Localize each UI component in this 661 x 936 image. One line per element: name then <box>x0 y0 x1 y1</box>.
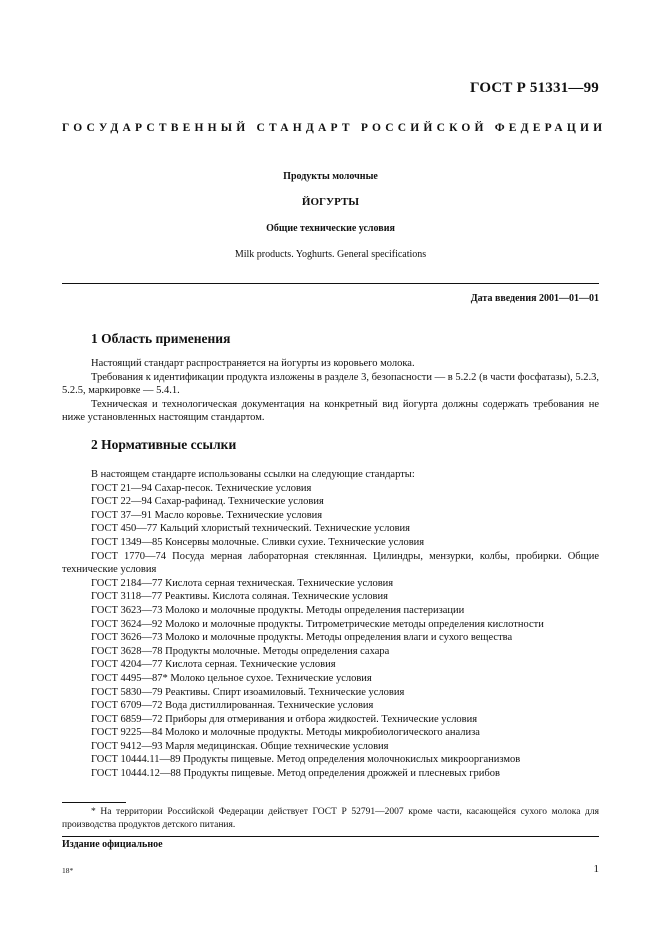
footnote-text: * На территории Российской Федерации действует ГОСТ Р 52791—2007 кроме части, касающейся сухого молока для производства продуктов детского питания. <box>62 807 599 830</box>
reference-item: ГОСТ 3626—73 Молоко и молочные продукты. Методы определения влаги и сухого вещества <box>91 632 513 644</box>
section-1-paragraph: Техническая и технологическая документация на конкретный вид йогурта должны содержать требования не ниже установленных настоящим стандартом. <box>62 398 599 423</box>
footnote-divider <box>62 802 126 803</box>
reference-item: ГОСТ 21—94 Сахар-песок. Технические условия <box>91 482 312 494</box>
page-number: 1 <box>593 863 599 875</box>
edition-label: Издание официальное <box>62 839 163 850</box>
standard-code: ГОСТ Р 51331—99 <box>469 80 599 96</box>
title-line-2: ЙОГУРТЫ <box>301 196 360 208</box>
reference-item: ГОСТ 2184—77 Кислота серная техническая. Технические условия <box>91 577 394 589</box>
reference-item: ГОСТ 4204—77 Кислота серная. Технические условия <box>91 659 336 671</box>
section-1-heading: 1 Область применения <box>91 331 231 346</box>
footer-divider <box>62 836 599 837</box>
title-line-1: Продукты молочные <box>283 171 378 182</box>
reference-item: ГОСТ 10444.11—89 Продукты пищевые. Метод определения молочнокислых микроорганизмов <box>91 754 521 766</box>
reference-item: ГОСТ 3624—92 Молоко и молочные продукты. Титрометрические методы определения кислотности <box>91 618 544 630</box>
reference-item: ГОСТ 22—94 Сахар-рафинад. Технические условия <box>91 496 324 508</box>
reference-item: ГОСТ 1770—74 Посуда мерная лабораторная стеклянная. Цилиндры, мензурки, колбы, пробирки. Общие технические условия <box>62 550 599 576</box>
section-1-paragraph: Настоящий стандарт распространяется на йогурты из коровьего молока. <box>91 358 415 369</box>
references-list <box>62 468 599 781</box>
reference-item: ГОСТ 9225—84 Молоко и молочные продукты. Методы микробиологического анализа <box>91 727 480 739</box>
reference-item: ГОСТ 5830—79 Реактивы. Спирт изоамиловый. Технические условия <box>91 686 405 698</box>
footnote <box>62 806 599 832</box>
title-english: Milk products. Yoghurts. General specifications <box>234 249 427 260</box>
standard-line: ГОСУДАРСТВЕННЫЙ СТАНДАРТ РОССИЙСКОЙ ФЕДЕРАЦИИ <box>62 122 607 134</box>
reference-item: ГОСТ 1349—85 Консервы молочные. Сливки сухие. Технические условия <box>91 536 425 548</box>
section-2-heading: 2 Нормативные ссылки <box>91 437 237 452</box>
reference-item: ГОСТ 10444.12—88 Продукты пищевые. Метод определения дрожжей и плесневых грибов <box>91 768 500 780</box>
printer-signature: 18* <box>62 866 74 875</box>
intro-date: Дата введения 2001—01—01 <box>470 293 599 304</box>
references-intro: В настоящем стандарте использованы ссылки на следующие стандарты: <box>91 469 415 480</box>
reference-item: ГОСТ 4495—87* Молоко цельное сухое. Технические условия <box>91 672 372 684</box>
reference-item: ГОСТ 3623—73 Молоко и молочные продукты. Методы определения пастеризации <box>91 604 465 616</box>
reference-item: ГОСТ 3118—77 Реактивы. Кислота соляная. Технические условия <box>91 591 388 603</box>
title-divider <box>62 283 599 284</box>
reference-item: ГОСТ 3628—78 Продукты молочные. Методы определения сахара <box>91 645 390 657</box>
reference-item: ГОСТ 9412—93 Марля медицинская. Общие технические условия <box>91 740 389 752</box>
title-line-3: Общие технические условия <box>266 223 395 234</box>
reference-item: ГОСТ 450—77 Кальций хлористый технический. Технические условия <box>91 523 410 535</box>
reference-item: ГОСТ 6859—72 Приборы для отмеривания и отбора жидкостей. Технические условия <box>91 713 478 725</box>
section-1-paragraph: Требования к идентификации продукта изложены в разделе 3, безопасности — в 5.2.2 (в части фосфатазы), 5.2.3, 5.2.5, маркировке — 5.4.1. <box>62 371 599 396</box>
reference-item: ГОСТ 6709—72 Вода дистиллированная. Технические условия <box>91 700 374 712</box>
section-1-body <box>62 357 599 425</box>
reference-item: ГОСТ 37—91 Масло коровье. Технические условия <box>91 509 323 521</box>
